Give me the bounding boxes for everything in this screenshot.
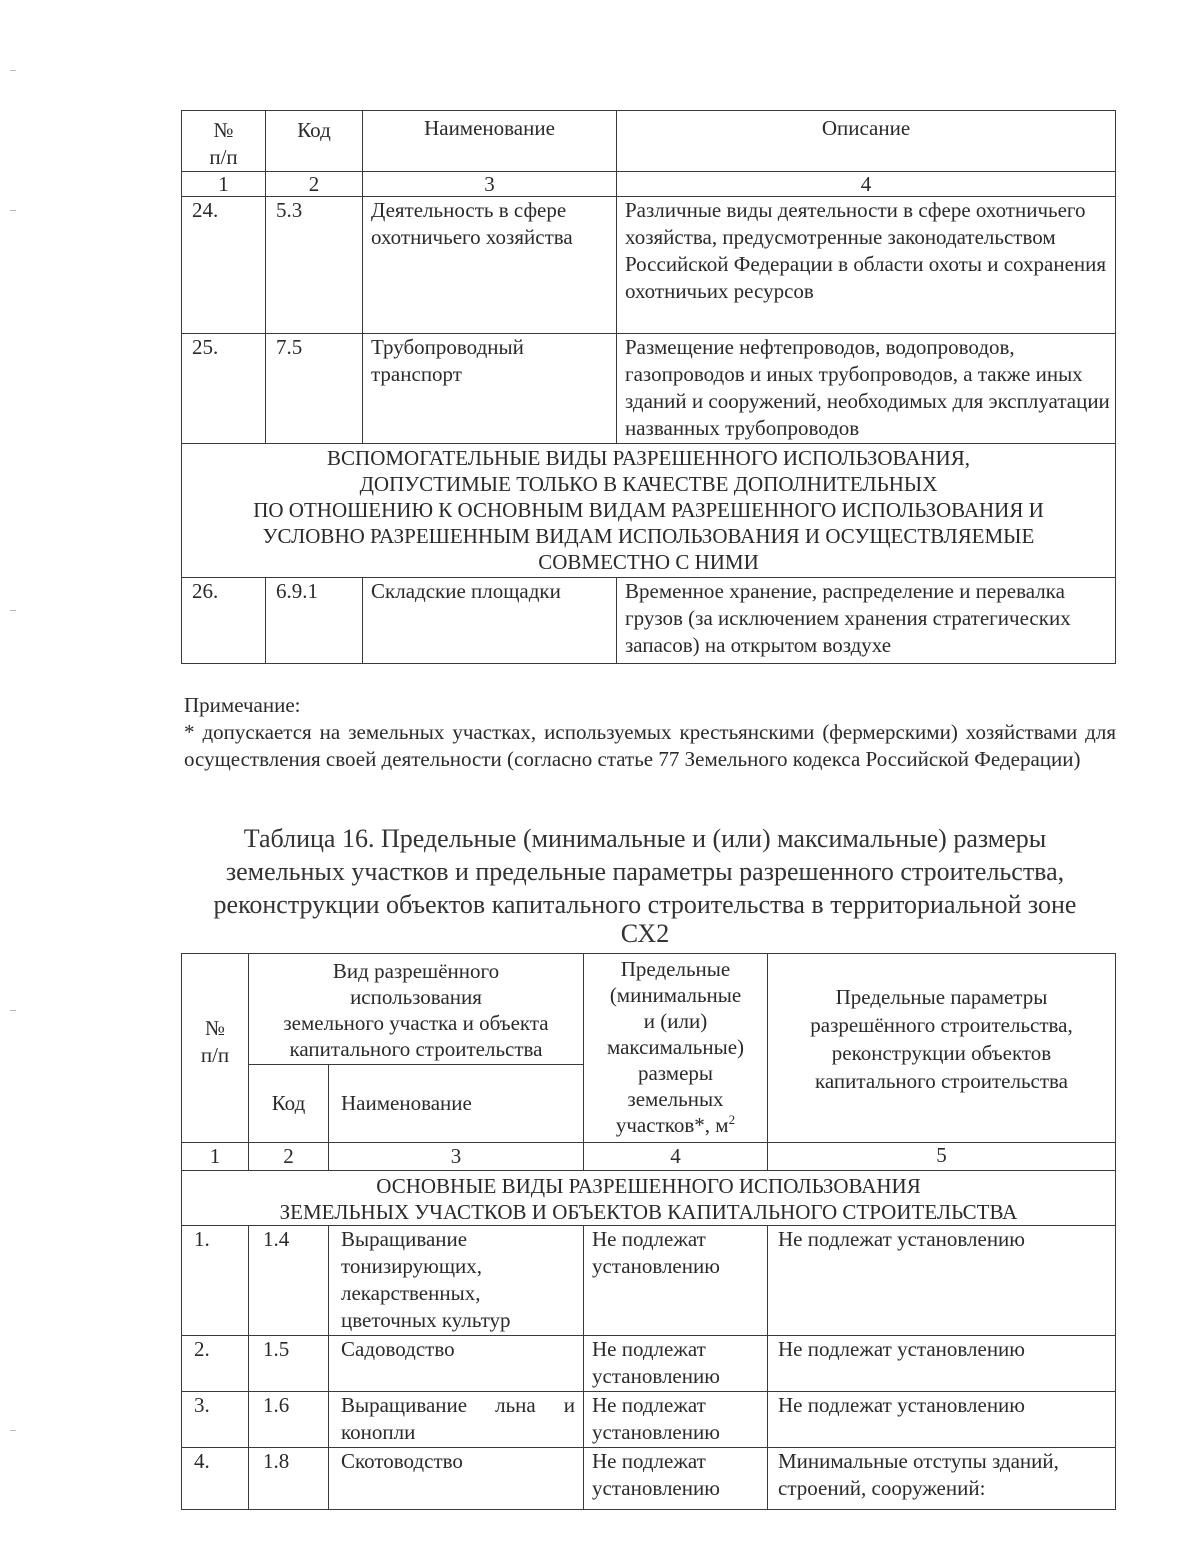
row-sizes: Не подлежат установлению	[584, 1336, 768, 1392]
header-line: и (или)	[643, 1009, 708, 1033]
table-row	[182, 1336, 1116, 1392]
title-line: земельных участков и предельные параметры разрешенного строительства,	[225, 857, 1065, 886]
row-number: 2.	[182, 1336, 249, 1392]
header-line-text: участков*, м	[615, 1113, 729, 1137]
row-name: Выращивание тонизирующих, лекарственных, цветочных культур	[329, 1226, 584, 1336]
row-description: Различные виды деятельности в сфере охотничьего хозяйства, предусмотренные законодательством Российской Федерации в области охоты и сохранения охотничьих ресурсов	[617, 197, 1116, 334]
row-params: Минимальные отступы зданий, строений, сооружений:	[768, 1448, 1116, 1510]
header-code: Код	[266, 111, 363, 172]
row-number: 4.	[182, 1448, 249, 1510]
header-num: № п/п	[182, 111, 266, 172]
row-number: 1.	[182, 1226, 249, 1336]
scan-speck	[10, 610, 16, 611]
scan-speck	[10, 70, 16, 71]
row-name: Деятельность в сфере охотничьего хозяйства	[363, 197, 617, 334]
section-line: ВСПОМОГАТЕЛЬНЫЕ ВИДЫ РАЗРЕШЕННОГО ИСПОЛЬЗОВАНИЯ,	[327, 446, 970, 470]
title-line: реконструкции объектов капитального строительства в территориальной зоне	[213, 890, 1077, 919]
column-number-row	[182, 172, 1116, 197]
header-use-type	[249, 954, 584, 1065]
header-line: максимальные)	[606, 1035, 745, 1059]
section-line: УСЛОВНО РАЗРЕШЕННЫМ ВИДАМ ИСПОЛЬЗОВАНИЯ И ОСУЩЕСТВЛЯЕМЫЕ	[262, 524, 1035, 548]
superscript: 2	[728, 1112, 736, 1127]
header-line: использования	[350, 985, 482, 1009]
row-name: Складские площадки	[363, 578, 617, 664]
row-number: 24.	[182, 197, 266, 334]
scan-speck	[10, 1430, 16, 1431]
header-line: земельных	[627, 1087, 724, 1111]
row-number: 3.	[182, 1392, 249, 1448]
section-line: ОСНОВНЫЕ ВИДЫ РАЗРЕШЕННОГО ИСПОЛЬЗОВАНИЯ	[376, 1174, 921, 1198]
header-line	[584, 1112, 767, 1138]
row-description: Размещение нефтепроводов, водопроводов, газопроводов и иных трубопроводов, а также иных зданий и сооружений, необходимых для эксплуатации названных трубопроводов	[617, 334, 1116, 444]
row-code: 1.6	[249, 1392, 329, 1448]
section-line: ПО ОТНОШЕНИЮ К ОСНОВНЫМ ВИДАМ РАЗРЕШЕННОГО ИСПОЛЬЗОВАНИЯ И	[253, 498, 1044, 522]
row-number: 26.	[182, 578, 266, 664]
row-code: 7.5	[266, 334, 363, 444]
row-code: 6.9.1	[266, 578, 363, 664]
row-sizes: Не подлежат установлению	[584, 1226, 768, 1336]
header-line: (минимальные	[609, 983, 742, 1007]
row-name: Садоводство	[329, 1336, 584, 1392]
column-number: 3	[329, 1143, 584, 1171]
row-code: 5.3	[266, 197, 363, 334]
section-line: ДОПУСТИМЫЕ ТОЛЬКО В КАЧЕСТВЕ ДОПОЛНИТЕЛЬНЫХ	[359, 472, 938, 496]
header-sizes	[584, 954, 768, 1143]
header-line: капитального строительства	[289, 1037, 543, 1061]
header-line: Вид разрешённого	[332, 959, 500, 983]
header-description: Описание	[617, 111, 1116, 172]
row-number: 25.	[182, 334, 266, 444]
section-line: ЗЕМЕЛЬНЫХ УЧАСТКОВ И ОБЪЕКТОВ КАПИТАЛЬНОГО СТРОИТЕЛЬСТВА	[279, 1200, 1018, 1224]
header-line: реконструкции объектов	[831, 1041, 1052, 1065]
column-number: 4	[584, 1143, 768, 1171]
column-number-row	[182, 1143, 1116, 1171]
table-row	[182, 578, 1116, 664]
table-row	[182, 1448, 1116, 1510]
table-row	[182, 197, 1116, 334]
column-number: 5	[768, 1143, 1116, 1171]
title-line: Таблица 16. Предельные (минимальные и (или) максимальные) размеры	[243, 824, 1047, 853]
section-header-row	[182, 1171, 1116, 1226]
row-name: Выращивание льна и конопли	[329, 1392, 584, 1448]
header-line: капитального строительства	[815, 1069, 1068, 1093]
column-number: 4	[617, 172, 1116, 197]
main-uses-section-title	[182, 1171, 1116, 1226]
land-use-table-continued	[181, 110, 1116, 664]
section-line: СОВМЕСТНО С НИМИ	[538, 550, 759, 574]
header-line: Предельные	[620, 957, 731, 981]
note-block	[184, 692, 1116, 773]
column-number: 3	[363, 172, 617, 197]
header-line: земельного участка и объекта	[283, 1011, 549, 1035]
header-line: Предельные параметры	[835, 985, 1048, 1009]
header-code: Код	[249, 1065, 329, 1143]
column-number: 2	[249, 1143, 329, 1171]
column-number: 1	[182, 1143, 249, 1171]
table-row	[182, 1392, 1116, 1448]
scan-speck	[10, 1010, 16, 1011]
title-line: СХ2	[620, 919, 670, 948]
header-num: № п/п	[182, 954, 249, 1143]
column-number: 2	[266, 172, 363, 197]
row-description: Временное хранение, распределение и перевалка грузов (за исключением хранения стратегических запасов) на открытом воздухе	[617, 578, 1116, 664]
row-code: 1.4	[249, 1226, 329, 1336]
header-line: размеры	[637, 1061, 714, 1085]
row-name: Трубопроводный транспорт	[363, 334, 617, 444]
table-header-row	[182, 954, 1116, 1065]
auxiliary-uses-section-title	[182, 444, 1116, 578]
note-label: Примечание:	[184, 693, 301, 717]
row-params: Не подлежат установлению	[768, 1336, 1116, 1392]
land-parameters-table	[181, 953, 1116, 1510]
header-name: Наименование	[363, 111, 617, 172]
column-number: 1	[182, 172, 266, 197]
note-text: * допускается на земельных участках, используемых крестьянскими (фермерскими) хозяйствами для осуществления своей деятельности (согласно статье 77 Земельного кодекса Российской Федерации)	[184, 720, 1116, 771]
header-params	[768, 954, 1116, 1143]
table-header-row	[182, 111, 1116, 172]
row-code: 1.5	[249, 1336, 329, 1392]
scan-speck	[10, 210, 16, 211]
table-row	[182, 1226, 1116, 1336]
row-params: Не подлежат установлению	[768, 1226, 1116, 1336]
row-params: Не подлежат установлению	[768, 1392, 1116, 1448]
table-row	[182, 334, 1116, 444]
table-16-title	[170, 822, 1120, 947]
header-name: Наименование	[329, 1065, 584, 1143]
row-code: 1.8	[249, 1448, 329, 1510]
header-line: разрешённого строительства,	[810, 1013, 1073, 1037]
row-name: Скотоводство	[329, 1448, 584, 1510]
section-header-row	[182, 444, 1116, 578]
row-sizes: Не подлежат установлению	[584, 1448, 768, 1510]
row-sizes: Не подлежат установлению	[584, 1392, 768, 1448]
